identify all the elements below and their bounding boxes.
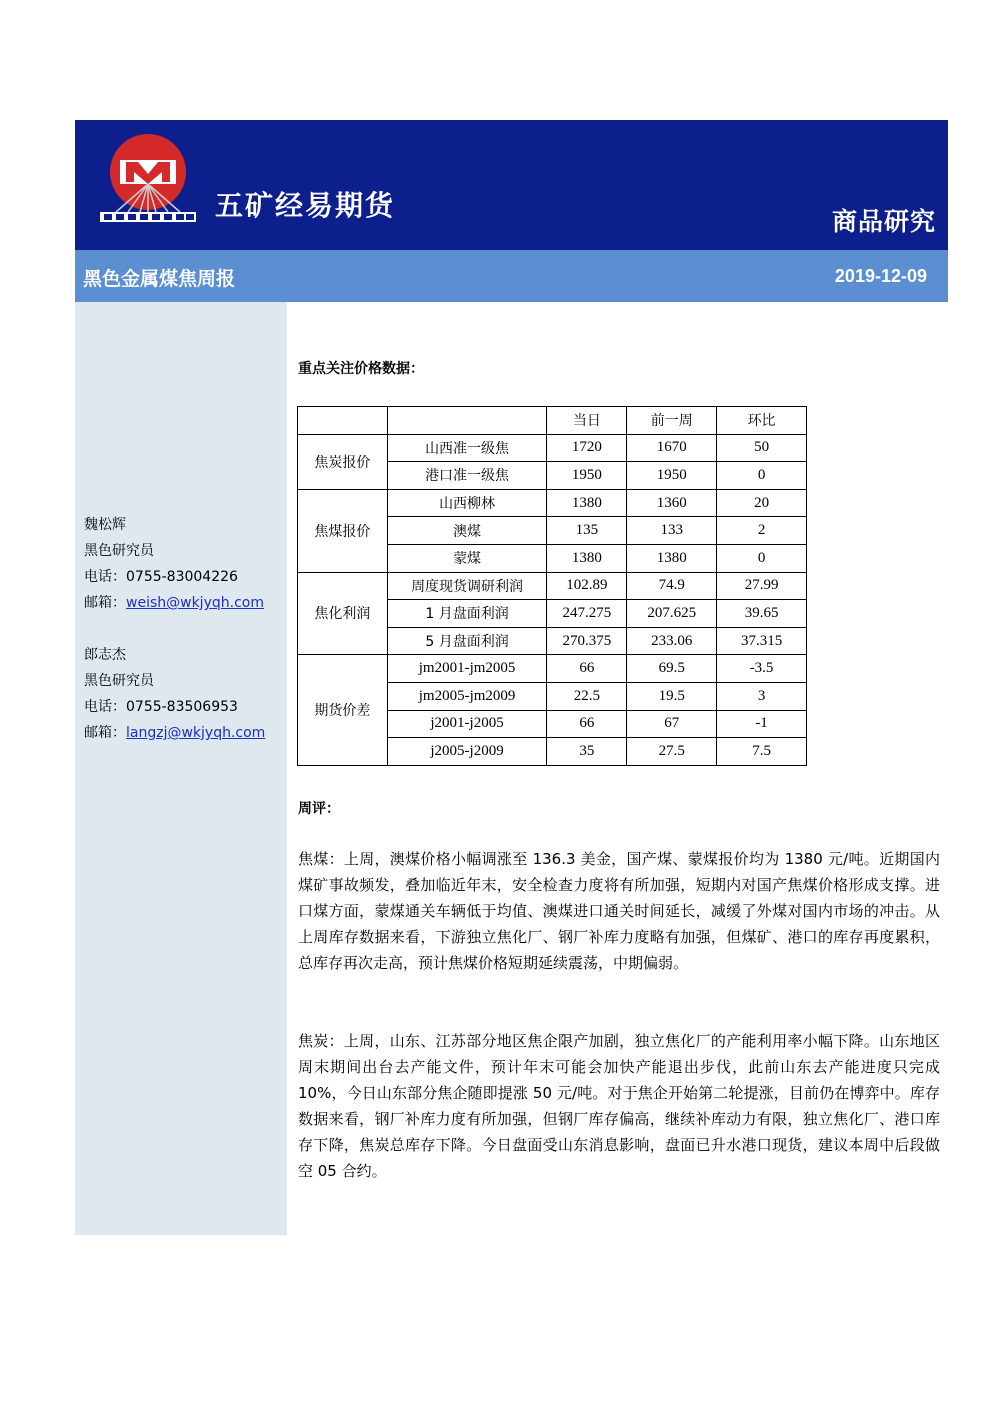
today-cell: 66 (547, 710, 627, 738)
last-week-cell: 74.9 (627, 572, 717, 600)
item-cell: 山西准一级焦 (387, 434, 547, 462)
category-cell: 期货价差 (298, 655, 388, 765)
item-cell: 5 月盘面利润 (387, 627, 547, 655)
change-cell: 20 (717, 489, 807, 517)
analyst-role: 黑色研究员 (84, 543, 154, 559)
last-week-cell: 69.5 (627, 655, 717, 683)
last-week-cell: 19.5 (627, 682, 717, 710)
change-cell: 2 (717, 517, 807, 545)
item-cell: jm2001-jm2005 (387, 655, 547, 683)
today-cell: 135 (547, 517, 627, 545)
analyst-name: 魏松辉 (84, 517, 126, 533)
price-table (297, 406, 807, 766)
item-cell: 1 月盘面利润 (387, 600, 547, 628)
item-cell: j2005-j2009 (387, 738, 547, 766)
category-cell: 焦煤报价 (298, 489, 388, 572)
column-header: 当日 (547, 407, 627, 435)
column-header (387, 407, 547, 435)
item-cell: 澳煤 (387, 517, 547, 545)
last-week-cell: 1950 (627, 462, 717, 490)
company-name: 五矿经易期货 (215, 189, 396, 222)
last-week-cell: 207.625 (627, 600, 717, 628)
minmetals-logo (98, 130, 198, 225)
change-cell: 50 (717, 434, 807, 462)
analyst-email-link[interactable]: weish@wkjyqh.com (126, 595, 264, 611)
change-cell: 7.5 (717, 738, 807, 766)
today-cell: 22.5 (547, 682, 627, 710)
change-cell: -1 (717, 710, 807, 738)
sidebar (75, 302, 287, 1235)
analyst-card (84, 512, 264, 616)
item-cell: 周度现货调研利润 (387, 572, 547, 600)
last-week-cell: 1670 (627, 434, 717, 462)
last-week-cell: 27.5 (627, 738, 717, 766)
table-row (298, 434, 807, 462)
today-cell: 270.375 (547, 627, 627, 655)
today-cell: 247.275 (547, 600, 627, 628)
column-header: 前一周 (627, 407, 717, 435)
change-cell: -3.5 (717, 655, 807, 683)
today-cell: 1380 (547, 544, 627, 572)
coking-coal-paragraph: 焦煤：上周，澳煤价格小幅调涨至 136.3 美金，国产煤、蒙煤报价均为 1380 元/吨。近期国内煤矿事故频发，叠加临近年末，安全检查力度将有所加强，短期内对国产焦煤价格形成支撑。进口煤方面，蒙煤通关车辆低于均值、澳煤进口通关时间延长，减缓了外煤对国内市场的冲击。从上周库存数据来看，下游独立焦化厂、钢厂补库力度略有加强，但煤矿、港口的库存再度累积，总库存再次走高，预计焦煤价格短期延续震荡，中期偏弱。 (298, 850, 940, 972)
today-cell: 1380 (547, 489, 627, 517)
report-date: 2019-12-09 (834, 266, 927, 286)
email-label: 邮箱： (84, 725, 126, 741)
item-cell: jm2005-jm2009 (387, 682, 547, 710)
last-week-cell: 67 (627, 710, 717, 738)
last-week-cell: 1360 (627, 489, 717, 517)
coke-paragraph: 焦炭：上周，山东、江苏部分地区焦企限产加剧，独立焦化厂的产能利用率小幅下降。山东地区周末期间出台去产能文件，预计年末可能会加快产能退出步伐，此前山东去产能进度只完成 10%，今日山东部分焦企随即提涨 50 元/吨。对于焦企开始第二轮提涨，目前仍在博弈中。库存数据来看，钢厂补库力度有所加强，但钢厂库存偏高，继续补库动力有限，独立焦化厂、港口库存下降，焦炭总库存下降。今日盘面受山东消息影响，盘面已升水港口现货，建议本周中后段做空 05 合约。 (298, 1032, 940, 1180)
change-cell: 37.315 (717, 627, 807, 655)
item-cell: 山西柳林 (387, 489, 547, 517)
today-cell: 102.89 (547, 572, 627, 600)
category-cell: 焦炭报价 (298, 434, 388, 489)
analyst-phone: 电话：0755-83506953 (84, 699, 238, 715)
table-header-row (298, 407, 807, 435)
last-week-cell: 133 (627, 517, 717, 545)
today-cell: 66 (547, 655, 627, 683)
table-row (298, 655, 807, 683)
analyst-email-link[interactable]: langzj@wkjyqh.com (126, 725, 266, 741)
header-band (75, 120, 948, 250)
email-label: 邮箱： (84, 595, 126, 611)
report-title: 黑色金属煤焦周报 (83, 268, 236, 290)
change-cell: 0 (717, 544, 807, 572)
table-row (298, 572, 807, 600)
change-cell: 39.65 (717, 600, 807, 628)
item-cell: 蒙煤 (387, 544, 547, 572)
price-section-heading: 重点关注价格数据： (298, 361, 424, 377)
today-cell: 1950 (547, 462, 627, 490)
item-cell: 港口准一级焦 (387, 462, 547, 490)
item-cell: j2001-j2005 (387, 710, 547, 738)
analyst-phone: 电话：0755-83004226 (84, 569, 238, 585)
change-cell: 3 (717, 682, 807, 710)
column-header (298, 407, 388, 435)
last-week-cell: 1380 (627, 544, 717, 572)
commentary-heading: 周评： (298, 801, 340, 817)
change-cell: 27.99 (717, 572, 807, 600)
today-cell: 35 (547, 738, 627, 766)
section-title: 商品研究 (831, 207, 936, 236)
today-cell: 1720 (547, 434, 627, 462)
category-cell: 焦化利润 (298, 572, 388, 655)
table-row (298, 489, 807, 517)
analyst-card (84, 642, 265, 746)
last-week-cell: 233.06 (627, 627, 717, 655)
change-cell: 0 (717, 462, 807, 490)
column-header: 环比 (717, 407, 807, 435)
analyst-role: 黑色研究员 (84, 673, 154, 689)
analyst-name: 郎志杰 (84, 647, 126, 663)
